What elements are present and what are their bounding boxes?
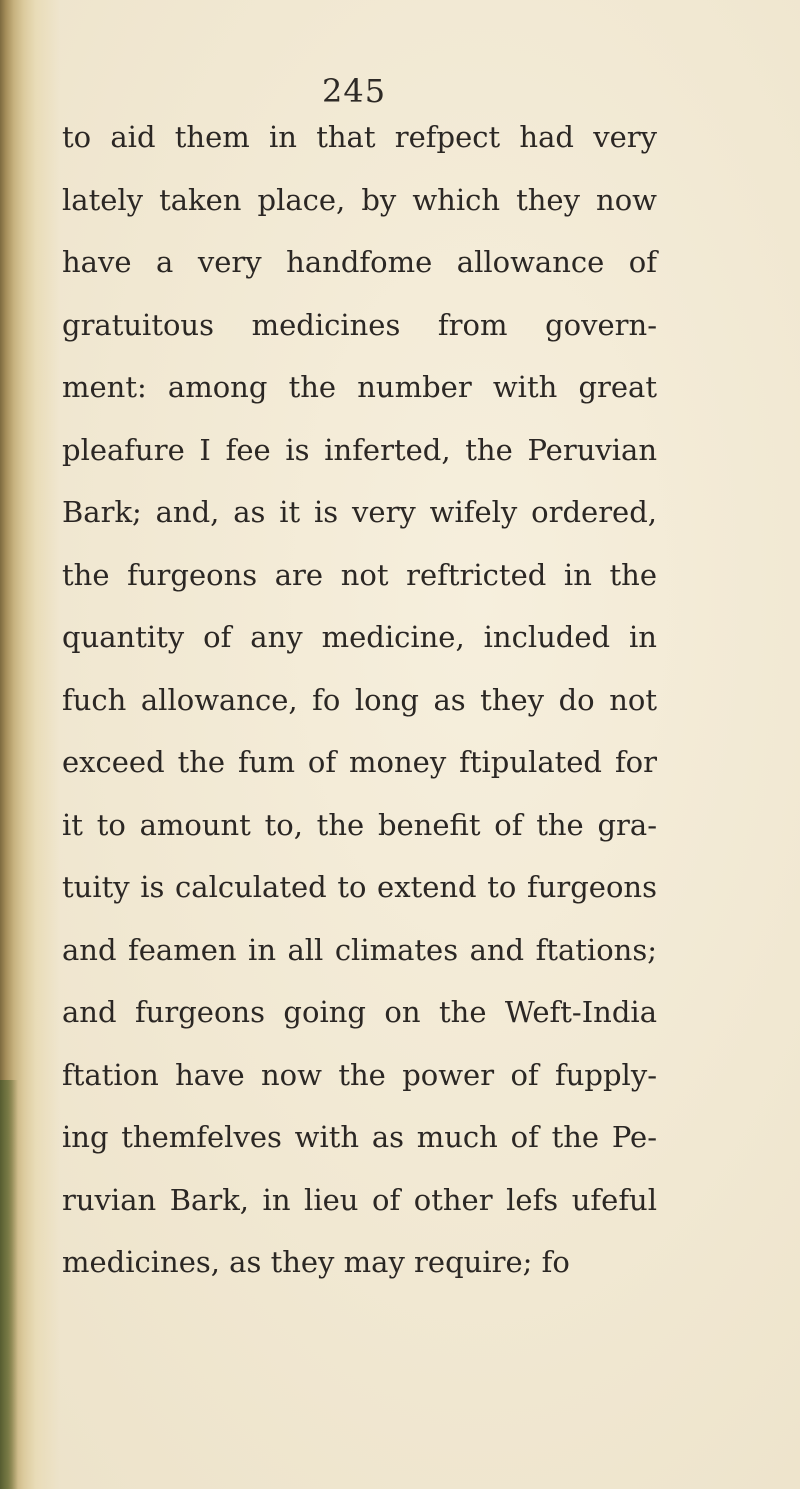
text-line: ftation have now the power of fupply- xyxy=(62,1057,657,1092)
text-line: exceed the fum of money ftipulated for xyxy=(62,745,657,779)
text-line: gratuitous medicines from govern- xyxy=(62,307,657,342)
text-line: pleafure I fee is inferted, the Peruvian xyxy=(62,432,657,467)
text-line: and furgeons going on the Weft-India xyxy=(62,995,657,1029)
text-line: have a very handfome allowance of xyxy=(62,245,657,279)
binding-gutter-stain xyxy=(0,1080,18,1489)
page-number: 245 xyxy=(322,72,387,110)
text-line: quantity of any medicine, included in xyxy=(62,620,657,654)
body-text xyxy=(62,106,662,1294)
text-line: medicines, as they may require; fo xyxy=(62,1245,570,1279)
text-line: lately taken place, by which they now xyxy=(62,182,657,217)
text-line: tuity is calculated to extend to furgeons xyxy=(62,870,657,904)
text-line: the furgeons are not reftricted in the xyxy=(62,557,657,592)
text-line: it to amount to, the benefit of the gra- xyxy=(62,807,657,842)
text-line: fuch allowance, fo long as they do not xyxy=(62,682,657,717)
text-line: and feamen in all climates and ftations; xyxy=(62,932,657,967)
text-line: Bark; and, as it is very wifely ordered, xyxy=(62,495,657,529)
text-line: ing themfelves with as much of the Pe- xyxy=(62,1120,657,1154)
text-line: to aid them in that refpect had very xyxy=(62,120,657,154)
text-line: ment: among the number with great xyxy=(62,370,657,404)
text-line: ruvian Bark, in lieu of other lefs ufeful xyxy=(62,1182,657,1217)
